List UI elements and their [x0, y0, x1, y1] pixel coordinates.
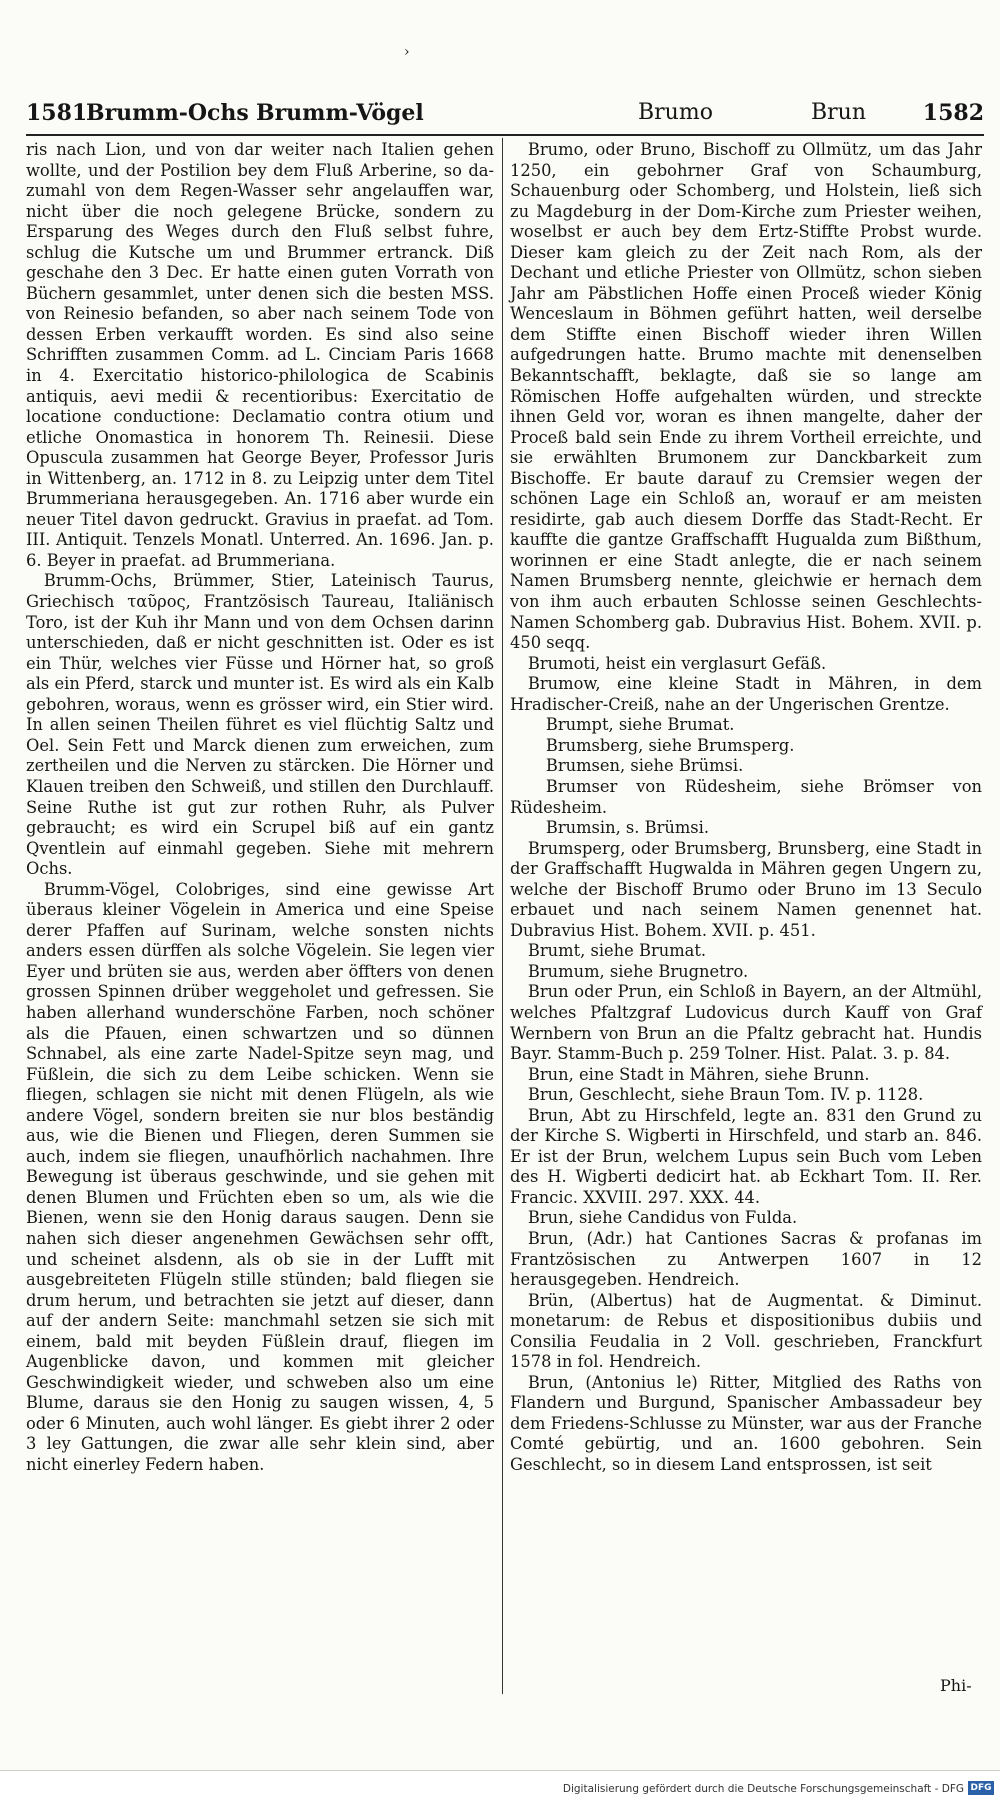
entry-paragraph: Brun, (Adr.) hat Cantiones Sacras & profanas im Frantzösischen zu Antwerpen 1607 in 12 herausgegeben. Hendreich. — [510, 1228, 982, 1290]
entry-paragraph: Brun, eine Stadt in Mähren, siehe Brunn. — [527, 1064, 870, 1084]
entry-paragraph: Brumoti, heist ein verglasurt Gefäß. — [527, 653, 827, 673]
entry-paragraph: Brün, (Albertus) hat de Augmentat. & Diminut. monetarum: de Rebus et dispositionibus dubiis und Consilia Feudalia in 2 Voll. geschrieben, Franckfurt 1578 in fol. Hendreich. — [510, 1290, 982, 1372]
entry-paragraph: Brumsen, siehe Brümsi. — [545, 756, 744, 776]
right-headword-2: Brun — [811, 100, 867, 125]
entry-paragraph: Brun oder Prun, ein Schloß in Bayern, an der Altmühl, welches Pfaltzgraf Ludovicus durch Kauff von Graf Wernbern von Brun an die Pfaltz gebracht hat. Hundis Bayr. Stamm-Buch p. 259 Tolner. Hist. Palat. 3. p. 84. — [510, 982, 982, 1064]
entry-paragraph: ris nach Lion, und von dar weiter nach Italien gehen wollte, und der Postilion bey dem Fluß Arberine, so da-zumahl von dem Regen-Wasser sehr angelauffen war, nicht über die noch gelegene Brücke, sondern zu Ersparung des Weges durch den Fluß selbst fuhre, schlug die Kutsche um und Brummer ertranck. Diß geschahe den 3 Dec. Er hatte einen guten Vorrath von Büchern gesammlet, unter denen sich die besten MSS. von Reinesio befanden, so aber nach seinem Tode von dessen Erben verkaufft worden. Es sind also seine Schrifften zusammen Comm. ad L. Cinciam Paris 1668 in 4. Exercitatio historico-philologica de Scabinis antiquis, aevi medii & recentioribus: Exercitatio de locatione conductione: Declamatio contra otium und etliche Onomastica in honorem Th. Reinesii. Diese Opuscula zusammen hat George Beyer, Professor Juris in Wittenberg, an. 1712 in 8. zu Leipzig unter dem Titel Brummeriana herausgegeben. An. 1716 aber wurde ein neuer Titel davon gedruckt. Gravius in praefat. ad Tom. III. Antiquit. Tenzels Monatl. Unterred. An. 1696. Jan. p. 6. Beyer in praefat. ad Brummeriana. — [26, 140, 494, 570]
entry-paragraph: Brumt, siehe Brumat. — [527, 941, 707, 961]
entry-paragraph: Brumum, siehe Brugnetro. — [527, 961, 749, 981]
entry-paragraph: Brumsin, s. Brümsi. — [545, 818, 710, 838]
right-page-number: 1582 — [922, 100, 984, 126]
entry-paragraph: Brumser von Rüdesheim, siehe Brömser von Rüdesheim. — [510, 776, 982, 817]
left-column — [26, 140, 494, 1476]
page-mark: › — [404, 44, 410, 60]
catchword: Phi- — [940, 1676, 972, 1695]
entry-paragraph: Brumm-Vögel, Colobriges, sind eine gewisse Art überaus kleiner Vögelein in America und eine Speise derer Pfaffen auf Surinam, welche sonsten nichts anders essen dürffen als solche Vögelein. Sie legen vier Eyer und brüten sie aus, werden aber öffters von denen grossen Spinnen drüber weggeholet und gefressen. Sie haben allerhand wunderschöne Farben, noch schöner als die Pfauen, einen schwartzen und so dünnen Schnabel, als eine zarte Nadel-Spitze seyn mag, und Füßlein, die sich zu dem Leibe schicken. Wenn sie fliegen, schlagen sie nicht mit denen Flügeln, als wie andere Vögel, sondern breiten sie nur blos beständig aus, wie die Bienen und Fliegen, deren Summen sie auch, indem sie fliegen, unaufhörlich nachahmen. Ihre Bewegung ist überaus geschwinde, und sie gehen mit denen Blumen und Früchten eben so um, als wie die Bienen, wenn sie den Honig daraus saugen. Denn sie nahen sich dieser angenehmen Gewächsen sehr offt, und scheinet alsdenn, als ob sie in der Lufft mit ausgebreiteten Flügeln stille stünden; bald fliegen sie drum herum, und betrachten sie jetzt auf dieser, dann auf der andern Seite: manchmahl setzen sie sich mit einem, bald mit beyden Füßlein drauf, fliegen im Augenblicke davon, und kommen mit gleicher Geschwindigkeit wieder, und schweben also um eine Blume, daraus sie den Honig zu saugen wissen, 4, 5 oder 6 Minuten, auch wohl länger. Es giebt ihrer 2 oder 3 ley Gattungen, die zwar alle sehr klein sind, aber nicht einerley Federn haben. — [26, 879, 494, 1474]
running-header — [26, 100, 984, 134]
header-rule — [26, 134, 984, 136]
entry-paragraph: Brun, siehe Candidus von Fulda. — [527, 1208, 798, 1228]
right-column — [510, 140, 982, 1476]
entry-paragraph: Brun, Abt zu Hirschfeld, legte an. 831 den Grund zu der Kirche S. Wigberti in Hirschfeld, und starb an. 846. Er ist der Brun, welchem Lupus sein Buch vom Leben des H. Wigberti dedicirt hat. ab Eckhart Tom. II. Rer. Francic. XXVIII. 297. XXX. 44. — [510, 1105, 982, 1207]
column-divider — [502, 138, 503, 1694]
digitization-footer — [0, 1770, 1000, 1809]
entry-paragraph: Brumpt, siehe Brumat. — [545, 715, 735, 735]
entry-paragraph: Brumsberg, siehe Brumsperg. — [545, 735, 795, 755]
right-headword-1: Brumo — [638, 100, 713, 125]
entry-paragraph: Brumsperg, oder Brumsberg, Brunsberg, eine Stadt in der Graffschafft Hugwalda in Mähren gegen Ungern zu, welche der Bischoff Brumo oder Bruno im 13 Seculo erbauet und nach seinem Namen genennet hat. Dubravius Hist. Bohem. XVII. p. 451. — [510, 838, 982, 940]
entry-paragraph: Brumo, oder Bruno, Bischoff zu Ollmütz, um das Jahr 1250, ein gebohrner Graf von Schaumburg, Schauenburg oder Schomberg, und Holstein, ließ sich zu Magdeburg in der Dom-Kirche zum Priester weihen, woselbst er auch bey dem Ertz-Stiffte Probst wurde. Dieser kam gleich zu der Zeit nach Rom, als der Dechant und etliche Priester von Ollmütz, schon sieben Jahr am Päbstlichen Hoffe einen Proceß wieder König Wenceslaum in Böhmen geführt hatten, weil derselbe dem Stiffte einen Bischoff wieder ihren Willen aufgedrungen hatte. Brumo machte mit denenselben Bekanntschafft, beklagte, daß sie so lange am Römischen Hoffe aufgehalten würden, und streckte ihnen Geld vor, woran es ihnen mangelte, daher der Proceß bald sein Ende zu ihrem Vortheil erreichte, und sie erwählten Brumonem zur Danckbarkeit zum Bischoffe. Er baute darauf zu Cremsier wegen der schönen Lage ein Schloß an, worauf er am meisten residirte, gab auch diesem Dorffe das Stadt-Recht. Er kauffte die gantze Graffschafft Hugualda zum Bißthum, worinnen er eine Stadt anlegte, die er nach seinem Namen Brumsberg nennte, gleichwie er hernach dem von ihm auch erbauten Schlosse seinen Geschlechts-Namen Schomberg gab. Dubravius Hist. Bohem. XVII. p. 450 seqq. — [510, 140, 982, 653]
footer-credit: Digitalisierung gefördert durch die Deutsche Forschungsgemeinschaft - DFG — [562, 1783, 964, 1795]
left-headword-1: Brumm-Ochs — [86, 100, 249, 126]
left-headword-2: Brumm-Vögel — [256, 100, 424, 126]
dfg-logo-icon: DFG — [968, 1781, 994, 1795]
entry-paragraph: Brumow, eine kleine Stadt in Mähren, in dem Hradischer-Creiß, nahe an der Ungerischen Grentze. — [510, 674, 982, 714]
entry-paragraph: Brumm-Ochs, Brümmer, Stier, Lateinisch Taurus, Griechisch ταῦρος, Frantzösisch Taureau, Italiänisch Toro, ist der Kuh ihr Mann und von dem Ochsen darinn unterschieden, daß er nicht geschnitten ist. Oder es ist ein Thür, welches vier Füsse und Hörner hat, so groß als ein Pferd, starck und munter ist. Es wird als ein Kalb gebohren, woraus, wenn es grösser wird, ein Stier wird. In allen seinen Theilen führet es viel flüchtig Saltz und Oel. Sein Fett und Marck dienen zum erweichen, zum zertheilen und die Nerven zu stärcken. Die Hörner und Klauen treiben den Schweiß, und stillen den Durchlauff. Seine Ruthe ist gut zur rothen Ruhr, als Pulver gebraucht; es wird ein Scrupel biß auf ein gantz Qventlein auf einmahl gegeben. Siehe mit mehrern Ochs. — [26, 571, 494, 879]
entry-paragraph: Brun, Geschlecht, siehe Braun Tom. IV. p. 1128. — [527, 1085, 924, 1105]
left-page-number: 1581 — [26, 100, 88, 126]
entry-paragraph: Brun, (Antonius le) Ritter, Mitglied des Raths von Flandern und Burgund, Spanischer Ambassadeur bey dem Friedens-Schlusse zu Münster, war aus der Franche Comté gebürtig, und an. 1600 gebohren. Sein Geschlecht, so in diesem Land entsprossen, ist seit — [510, 1372, 982, 1474]
